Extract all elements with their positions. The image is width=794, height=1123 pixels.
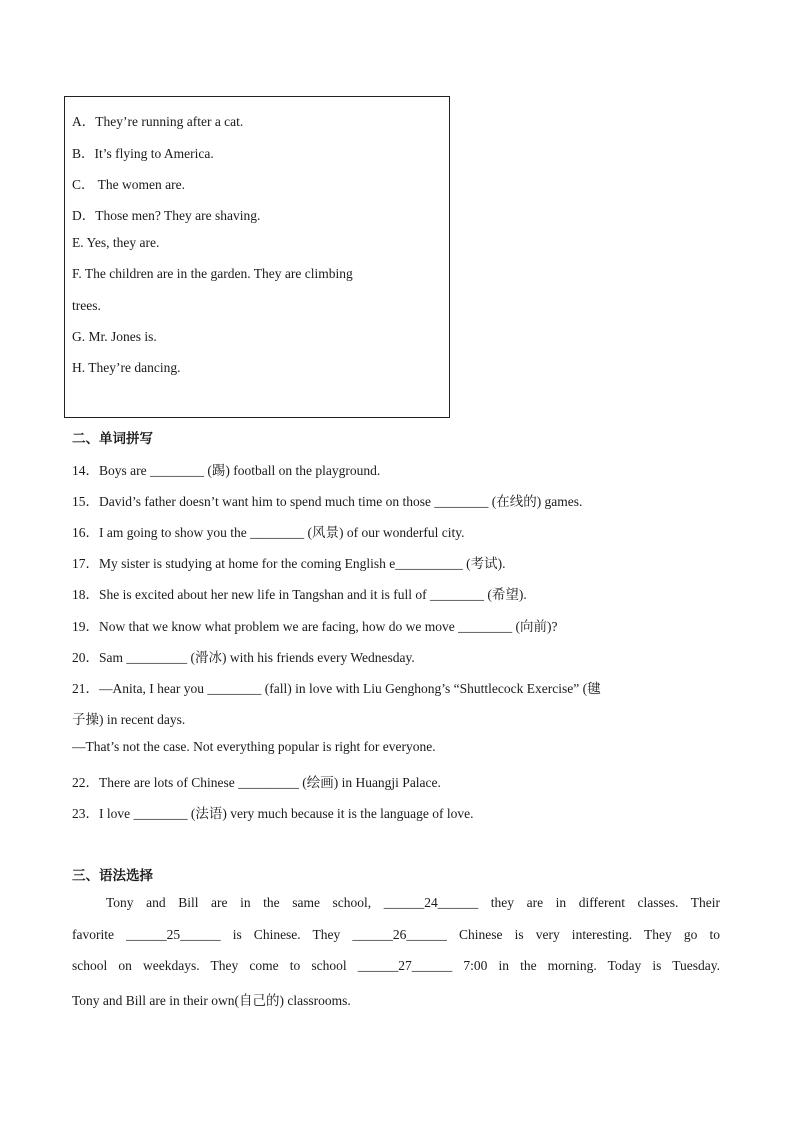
option-d: D．Those men? They are shaving. <box>72 208 261 223</box>
question-14: 14．Boys are ________ (踢) football on the playground. <box>72 463 381 478</box>
option-a: A．They’re running after a cat. <box>72 114 244 129</box>
question-23: 23．I love ________ (法语) very much because it is the language of love. <box>72 806 474 821</box>
passage-line-2: favorite ______25______ is Chinese. They ______26______ Chinese is very interesting. They go to <box>72 927 720 942</box>
section-2-heading: 二、单词拼写 <box>72 431 153 447</box>
option-b: B．It’s flying to America. <box>72 146 214 161</box>
passage-line-4: Tony and Bill are in their own(自己的) classrooms. <box>72 993 351 1008</box>
section-3-heading: 三、语法选择 <box>72 868 153 884</box>
passage-line-1: Tony and Bill are in the same school, ______24______ they are in different classes. Their <box>106 895 720 910</box>
question-16: 16．I am going to show you the ________ (风景) of our wonderful city. <box>72 525 465 540</box>
options-box <box>64 96 450 418</box>
question-19: 19．Now that we know what problem we are facing, how do we move ________ (向前)? <box>72 619 558 634</box>
question-18: 18．She is excited about her new life in Tangshan and it is full of ________ (希望). <box>72 587 527 602</box>
question-17: 17．My sister is studying at home for the coming English e__________ (考试). <box>72 556 506 571</box>
option-f-continued: trees. <box>72 298 101 313</box>
option-e: E. Yes, they are. <box>72 235 160 250</box>
passage-line-3: school on weekdays. They come to school ______27______ 7:00 in the morning. Today is Tuesday. <box>72 958 720 973</box>
question-20: 20．Sam _________ (滑冰) with his friends every Wednesday. <box>72 650 415 665</box>
question-22: 22．There are lots of Chinese _________ (绘画) in Huangji Palace. <box>72 775 441 790</box>
question-21-reply: —That’s not the case. Not everything popular is right for everyone. <box>72 739 436 754</box>
question-21-continued: 子操) in recent days. <box>72 712 186 727</box>
option-g: G. Mr. Jones is. <box>72 329 157 344</box>
option-h: H. They’re dancing. <box>72 360 181 375</box>
option-c: C． The women are. <box>72 177 185 192</box>
option-f: F. The children are in the garden. They are climbing <box>72 266 353 281</box>
question-21: 21．—Anita, I hear you ________ (fall) in love with Liu Genghong’s “Shuttlecock Exercise” (毽 <box>72 681 601 696</box>
question-15: 15．David’s father doesn’t want him to spend much time on those ________ (在线的) games. <box>72 494 583 509</box>
